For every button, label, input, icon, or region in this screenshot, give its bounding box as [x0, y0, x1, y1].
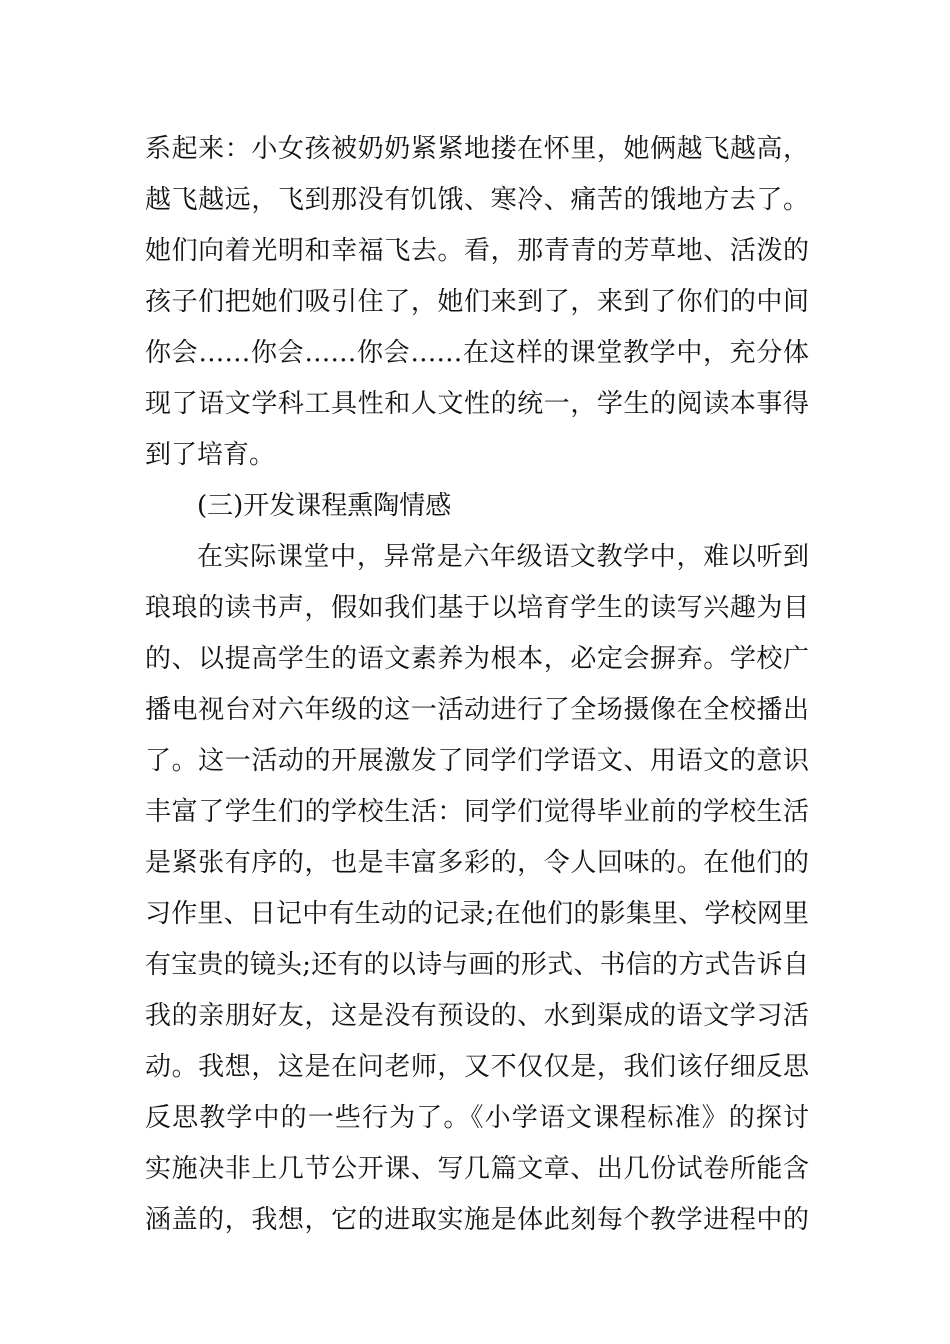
text-line: 的、以提高学生的语文素养为根本，必定会摒弃。学校广 [145, 644, 809, 674]
text-line: 现了语文学科工具性和人文性的统一，学生的阅读本事得 [145, 389, 809, 419]
text-line: 我的亲朋好友，这是没有预设的、水到渠成的语文学习活 [145, 1001, 809, 1031]
text-line: 系起来：小女孩被奶奶紧紧地搂在怀里，她俩越飞越高， [145, 134, 809, 164]
body-text [145, 124, 809, 1246]
text-line: 反思教学中的一些行为了。《小学语文课程标准》的探讨 [145, 1103, 809, 1133]
text-line: 琅琅的读书声，假如我们基于以培育学生的读写兴趣为目 [145, 593, 809, 623]
text-line: 有宝贵的镜头;还有的以诗与画的形式、书信的方式告诉自 [145, 950, 809, 980]
text-line: 丰富了学生们的学校生活：同学们觉得毕业前的学校生活 [145, 797, 809, 827]
text-line: 孩子们把她们吸引住了，她们来到了，来到了你们的中间 [145, 287, 809, 317]
text-line: 她们向着光明和幸福飞去。看，那青青的芳草地、活泼的 [145, 236, 809, 266]
text-line: 播电视台对六年级的这一活动进行了全场摄像在全校播出 [145, 695, 809, 725]
text-line: 实施决非上几节公开课、写几篇文章、出几份试卷所能含 [145, 1154, 809, 1184]
text-line: 涵盖的，我想，它的进取实施是体此刻每个教学进程中的 [145, 1205, 809, 1235]
section-heading: (三)开发课程熏陶情感 [197, 491, 452, 521]
text-line: 在实际课堂中，异常是六年级语文教学中，难以听到 [197, 542, 809, 572]
text-line: 到了培育。 [145, 440, 276, 470]
text-line: 越飞越远，飞到那没有饥饿、寒冷、痛苦的饿地方去了。 [145, 185, 809, 215]
text-line: 是紧张有序的，也是丰富多彩的，令人回味的。在他们的 [145, 848, 809, 878]
text-line: 你会……你会……你会……在这样的课堂教学中，充分体 [145, 338, 809, 368]
text-line: 了。这一活动的开展激发了同学们学语文、用语文的意识 [145, 746, 809, 776]
text-line: 习作里、日记中有生动的记录;在他们的影集里、学校网里 [145, 899, 809, 929]
text-line: 动。我想，这是在问老师，又不仅仅是，我们该仔细反思 [145, 1052, 809, 1082]
